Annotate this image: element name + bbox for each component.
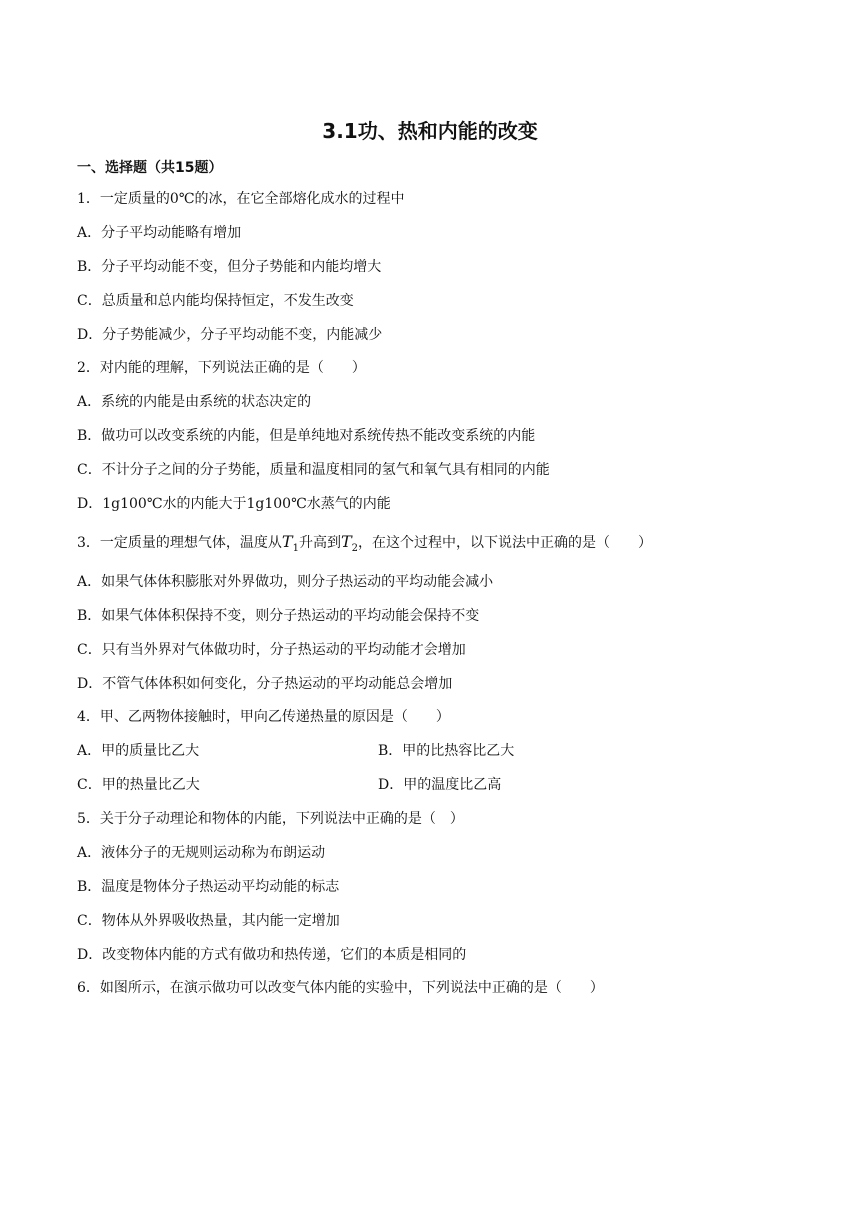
q2-option-c: C．不计分子之间的分子势能，质量和温度相同的氢气和氧气具有相同的内能 [77, 462, 550, 478]
q2-stem: 2．对内能的理解，下列说法正确的是（ ） [77, 360, 366, 376]
q1-stem: 1．一定质量的0℃的冰，在它全部熔化成水的过程中 [77, 191, 405, 207]
page-title: 3.1功、热和内能的改变 [322, 119, 538, 143]
q4-option-b: B．甲的比热容比乙大 [378, 743, 515, 759]
q4-option-d: D．甲的温度比乙高 [378, 777, 502, 793]
q3-t2-symbol: T [340, 532, 352, 551]
q5-stem: 5．关于分子动理论和物体的内能，下列说法中正确的是（ ） [77, 811, 464, 827]
q3-option-b: B．如果气体体积保持不变，则分子热运动的平均动能会保持不变 [77, 608, 480, 624]
q3-stem-part2: 升高到 [298, 535, 341, 551]
q1-option-b: B．分子平均动能不变，但分子势能和内能均增大 [77, 259, 382, 275]
q3-t1-symbol: T [281, 532, 293, 551]
q3-stem-part3: ，在这个过程中，以下说法中正确的是（ ） [358, 535, 653, 551]
section-heading: 一、选择题（共15题） [77, 160, 223, 176]
q5-option-b: B．温度是物体分子热运动平均动能的标志 [77, 879, 340, 895]
q6-stem: 6．如图所示，在演示做功可以改变气体内能的实验中，下列说法中正确的是（ ） [77, 980, 604, 996]
q4-option-c: C．甲的热量比乙大 [77, 777, 200, 793]
q4-stem: 4．甲、乙两物体接触时，甲向乙传递热量的原因是（ ） [77, 709, 450, 725]
q5-option-d: D．改变物体内能的方式有做功和热传递，它们的本质是相同的 [77, 947, 467, 963]
q3-option-a: A．如果气体体积膨胀对外界做功，则分子热运动的平均动能会减小 [77, 574, 494, 590]
q5-option-a: A．液体分子的无规则运动称为布朗运动 [77, 845, 326, 861]
q3-stem-part1: 3．一定质量的理想气体，温度从 [77, 535, 282, 551]
q1-option-a: A．分子平均动能略有增加 [77, 225, 242, 241]
q3-option-d: D．不管气体体积如何变化，分子热运动的平均动能总会增加 [77, 676, 453, 692]
q1-option-d: D．分子势能减少，分子平均动能不变，内能减少 [77, 327, 383, 343]
q5-option-c: C．物体从外界吸收热量，其内能一定增加 [77, 913, 340, 929]
q2-option-a: A．系统的内能是由系统的状态决定的 [77, 394, 312, 410]
q2-option-d: D．1g100℃水的内能大于1g100℃水蒸气的内能 [77, 496, 391, 512]
q3-t2-subscript: 2 [351, 542, 359, 554]
q4-option-a: A．甲的质量比乙大 [77, 743, 200, 759]
q3-stem [77, 532, 652, 559]
q3-t1-subscript: 1 [292, 542, 299, 554]
q2-option-b: B．做功可以改变系统的内能，但是单纯地对系统传热不能改变系统的内能 [77, 428, 536, 444]
q3-option-c: C．只有当外界对气体做功时，分子热运动的平均动能才会增加 [77, 642, 466, 658]
q1-option-c: C．总质量和总内能均保持恒定，不发生改变 [77, 293, 354, 309]
